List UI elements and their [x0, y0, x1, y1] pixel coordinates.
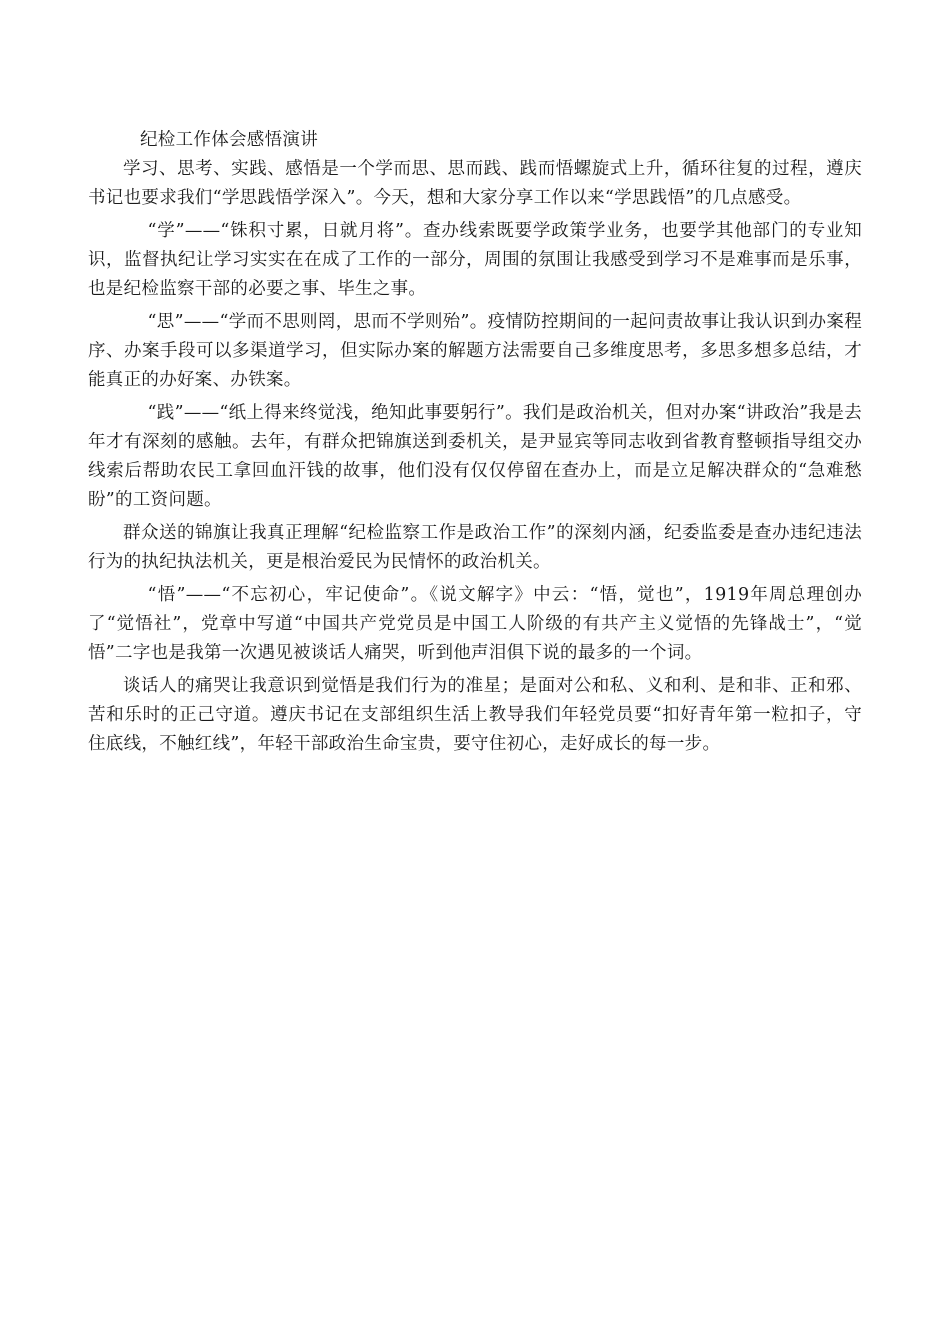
- paragraph-xue: “学”——“铢积寸累，日就月将”。查办线索既要学政策学业务，也要学其他部门的专业知识，监督执纪让学习实实在在成了工作的一部分，周围的氛围让我感受到学习不是难事而是乐事，也是纪检监察干部的必要之事、毕生之事。: [88, 221, 862, 299]
- paragraph-jinqi: 群众送的锦旗让我真正理解“纪检监察工作是政治工作”的深刻内涵，纪委监委是查办违纪违法行为的执纪执法机关，更是根治爱民为民情怀的政治机关。: [88, 523, 862, 572]
- document-body: [88, 126, 862, 763]
- paragraph-wu: “悟”——“不忘初心，牢记使命”。《说文解字》中云：“悟，觉也”，1919年周总理创办了“觉悟社”，党章中写道“中国共产党党员是中国工人阶级的有共产主义觉悟的先锋战士”，“觉悟”二字也是我第一次遇见被谈话人痛哭，听到他声泪俱下说的最多的一个词。: [88, 585, 862, 663]
- paragraph-si: “思”——“学而不思则罔，思而不学则殆”。疫情防控期间的一起问责故事让我认识到办案程序、办案手段可以多渠道学习，但实际办案的解题方法需要自己多维度思考，多思多想多总结，才能真正的办好案、办铁案。: [88, 312, 862, 390]
- paragraph-jian: “践”——“纸上得来终觉浅，绝知此事要躬行”。我们是政治机关，但对办案“讲政治”我是去年才有深刻的感触。去年，有群众把锦旗送到委机关，是尹显宾等同志收到省教育整顿指导组交办线索后帮助农民工拿回血汗钱的故事，他们没有仅仅停留在查办上，而是立足解决群众的“急难愁盼”的工资问题。: [88, 403, 862, 510]
- paragraph-intro: 学习、思考、实践、感悟是一个学而思、思而践、践而悟螺旋式上升，循环往复的过程，遵庆书记也要求我们“学思践悟学深入”。今天，想和大家分享工作以来“学思践悟”的几点感受。: [88, 159, 862, 208]
- document-title: 纪检工作体会感悟演讲: [140, 130, 318, 150]
- paragraph-conclusion: 谈话人的痛哭让我意识到觉悟是我们行为的准星；是面对公和私、义和利、是和非、正和邪、苦和乐时的正己守道。遵庆书记在支部组织生活上教导我们年轻党员要“扣好青年第一粒扣子，守住底线，不触红线”，年轻干部政治生命宝贵，要守住初心，走好成长的每一步。: [88, 676, 862, 754]
